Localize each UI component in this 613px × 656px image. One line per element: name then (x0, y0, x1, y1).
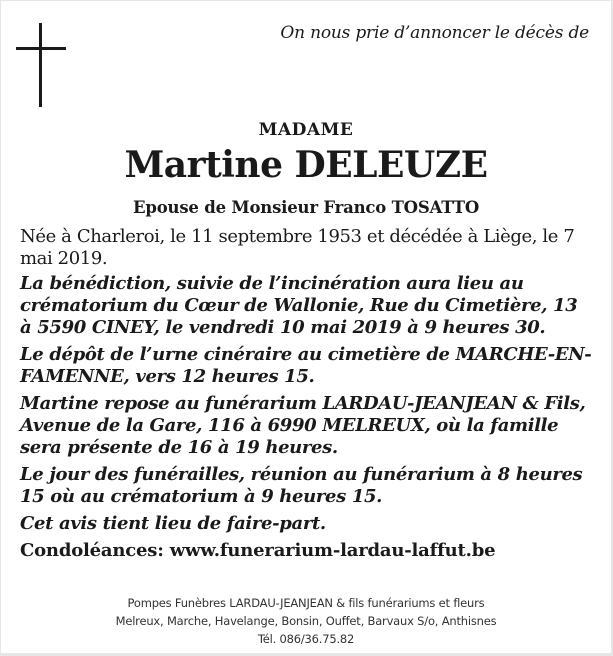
spouse-line: Epouse de Monsieur Franco TOSATTO (133, 198, 479, 217)
notice-body (20, 226, 594, 562)
intro-text: On nous prie d’annoncer le décès de (280, 23, 589, 43)
notice-paragraph: Cet avis tient lieu de faire-part. (20, 513, 326, 534)
deceased-name: Martine DELEUZE (124, 144, 488, 186)
birth-death-info: Née à Charleroi, le 11 septembre 1953 et décédée à Liège, le 7 mai 2019. (20, 226, 575, 269)
obituary-notice (1, 1, 611, 653)
funeral-home-footer (1, 594, 611, 648)
honorific: MADAME (258, 120, 354, 140)
urn-paragraph: Le dépôt de l’urne cinéraire au cimetière de MARCHE-EN-FAMENNE, vers 12 heures 15. (20, 344, 592, 387)
meeting-paragraph: Le jour des funérailles, réunion au funérarium à 8 heures 15 où au crématorium à 9 heures 15. (20, 464, 583, 507)
footer-phone: Tél. 086/36.75.82 (257, 632, 355, 646)
condolences-link[interactable]: Condoléances: www.funerarium-lardau-laffut.be (20, 540, 496, 561)
funerarium-paragraph: Martine repose au funérarium LARDAU-JEANJEAN & Fils, Avenue de la Gare, 116 à 6990 MELREUX, où la famille sera présente de 16 à 19 heures. (20, 393, 586, 458)
footer-line-1: Pompes Funèbres LARDAU-JEANJEAN & fils funérariums et fleurs (127, 596, 485, 610)
cross-icon (16, 23, 66, 109)
footer-line-2: Melreux, Marche, Havelange, Bonsin, Ouffet, Barvaux S/o, Anthisnes (115, 614, 497, 628)
ceremony-paragraph: La bénédiction, suivie de l’incinération aura lieu au crématorium du Cœur de Wallonie, Rue du Cimetière, 13 à 5590 CINEY, le vendredi 10 mai 2019 à 9 heures 30. (20, 273, 578, 338)
